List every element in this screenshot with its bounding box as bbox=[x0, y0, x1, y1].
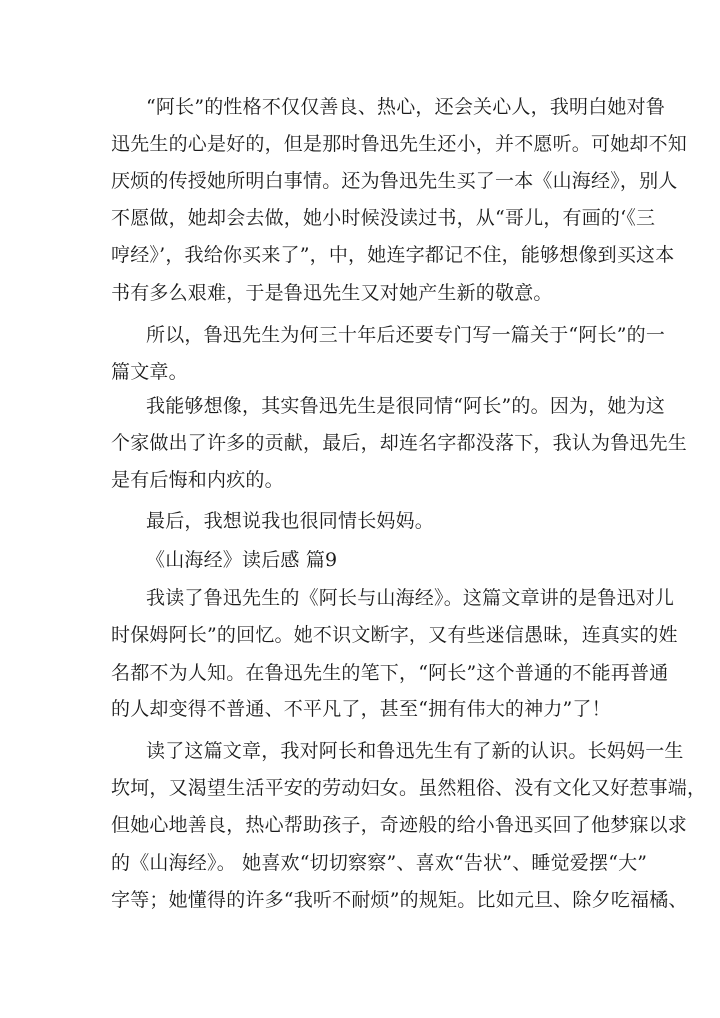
paragraph-line: 厌烦的传授她所明白事情。还为鲁迅先生买了一本《山海经》，别人 bbox=[111, 170, 678, 192]
paragraph-line: 哼经》’，我给你买来了”，中，她连字都记不住，能够想像到买这本 bbox=[111, 244, 675, 266]
paragraph-line: 我能够想像，其实鲁迅先生是很同情“阿长”的。因为，她为这 bbox=[146, 395, 666, 417]
paragraph-line: 篇文章。 bbox=[111, 361, 188, 383]
paragraph-line: 所以，鲁迅先生为何三十年后还要专门写一篇关于“阿长”的一 bbox=[146, 324, 666, 346]
paragraph-line: 名都不为人知。在鲁迅先生的笔下，“阿长”这个普通的不能再普通 bbox=[111, 662, 669, 684]
paragraph-line: 迅先生的心是好的，但是那时鲁迅先生还小，并不愿听。可她却不知 bbox=[111, 133, 688, 155]
paragraph-line: 个家做出了许多的贡献，最后，却连名字都没落下，我认为鲁迅先生 bbox=[111, 432, 688, 454]
paragraph-line: 读了这篇文章，我对阿长和鲁迅先生有了新的认识。长妈妈一生 bbox=[146, 740, 684, 762]
paragraph-line: 是有后悔和内疚的。 bbox=[111, 469, 284, 491]
paragraph-line: 我读了鲁迅先生的《阿长与山海经》。这篇文章讲的是鲁迅对儿 bbox=[146, 587, 675, 609]
paragraph-line: 最后，我想说我也很同情长妈妈。 bbox=[146, 510, 435, 532]
paragraph-line: 但她心地善良，热心帮助孩子，奇迹般的给小鲁迅买回了他梦寐以求 bbox=[111, 814, 688, 836]
paragraph-line: 不愿做，她却会去做，她小时候没读过书，从“哥儿，有画的‘《三 bbox=[111, 207, 656, 229]
paragraph-line: 坎坷，又渴望生活平安的劳动妇女。虽然粗俗、没有文化又好惹事端， bbox=[111, 777, 707, 799]
paragraph-line: 字等；她懂得的许多“我听不耐烦”的规矩。比如元旦、除夕吃福橘、 bbox=[111, 889, 688, 911]
paragraph-line: 书有多么艰难，于是鲁迅先生又对她产生新的敬意。 bbox=[111, 282, 553, 304]
paragraph-line: 时保姆阿长”的回忆。她不识文断字，又有些迷信愚昧，连真实的姓 bbox=[111, 624, 678, 646]
paragraph-line: “阿长”的性格不仅仅善良、热心，还会关心人，我明白她对鲁 bbox=[146, 96, 666, 118]
paragraph-line: 的《山海经》。 她喜欢“切切察察”、喜欢“告状”、睡觉爱摆“大” bbox=[111, 852, 648, 874]
section-heading: 《山海经》读后感 篇9 bbox=[146, 549, 338, 571]
paragraph-line: 的人却变得不普通、不平凡了，甚至“拥有伟大的神力”了！ bbox=[111, 698, 611, 720]
